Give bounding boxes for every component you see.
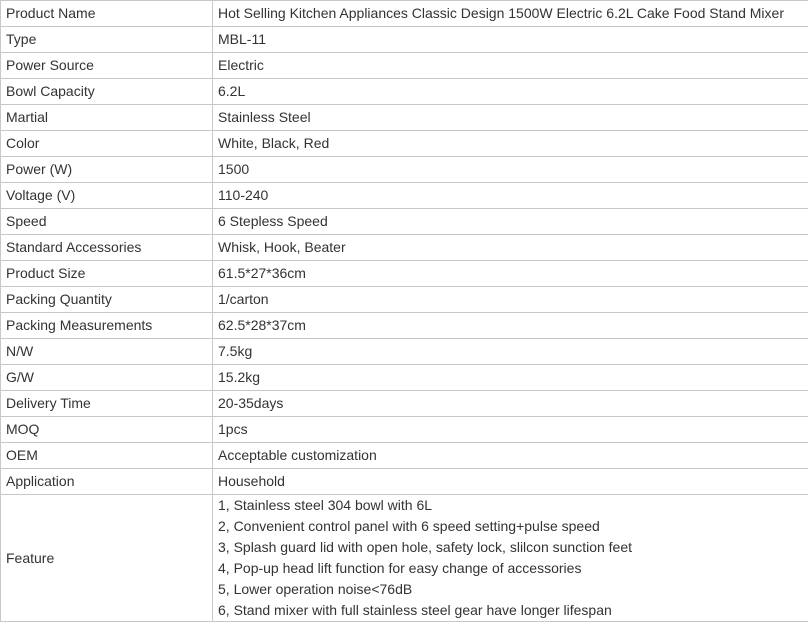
spec-label: Delivery Time: [1, 391, 213, 417]
spec-value: Electric: [213, 53, 808, 79]
spec-label: Application: [1, 469, 213, 495]
spec-label: Bowl Capacity: [1, 79, 213, 105]
table-row: [1, 313, 808, 339]
spec-value: 110-240: [213, 183, 808, 209]
feature-row: [1, 495, 808, 622]
table-row: [1, 417, 808, 443]
spec-label: Color: [1, 131, 213, 157]
spec-value: 6 Stepless Speed: [213, 209, 808, 235]
spec-value: Acceptable customization: [213, 443, 808, 469]
spec-value: 15.2kg: [213, 365, 808, 391]
spec-label: Type: [1, 27, 213, 53]
spec-label: N/W: [1, 339, 213, 365]
spec-label: Packing Measurements: [1, 313, 213, 339]
table-row: [1, 365, 808, 391]
spec-value: 1pcs: [213, 417, 808, 443]
table-row: [1, 53, 808, 79]
table-row: [1, 27, 808, 53]
spec-label: Standard Accessories: [1, 235, 213, 261]
table-row: [1, 183, 808, 209]
spec-label: OEM: [1, 443, 213, 469]
feature-line: 1, Stainless steel 304 bowl with 6L: [218, 497, 433, 513]
table-row: [1, 469, 808, 495]
feature-line: 3, Splash guard lid with open hole, safety lock, slilcon sunction feet: [218, 539, 633, 555]
spec-label: Product Size: [1, 261, 213, 287]
table-row: [1, 79, 808, 105]
spec-value: 61.5*27*36cm: [213, 261, 808, 287]
spec-label: G/W: [1, 365, 213, 391]
table-row: [1, 1, 808, 27]
table-row: [1, 235, 808, 261]
feature-list: [218, 495, 803, 621]
spec-value: Stainless Steel: [213, 105, 808, 131]
spec-value: Household: [213, 469, 808, 495]
spec-value: 62.5*28*37cm: [213, 313, 808, 339]
spec-value: White, Black, Red: [213, 131, 808, 157]
feature-value: [213, 495, 808, 622]
spec-value: 6.2L: [213, 79, 808, 105]
feature-line: 4, Pop-up head lift function for easy change of accessories: [218, 560, 582, 576]
table-row: [1, 443, 808, 469]
spec-value: 20-35days: [213, 391, 808, 417]
spec-label: Product Name: [1, 1, 213, 27]
table-row: [1, 261, 808, 287]
table-row: [1, 209, 808, 235]
spec-value: 7.5kg: [213, 339, 808, 365]
spec-label: Power (W): [1, 157, 213, 183]
feature-line: 5, Lower operation noise<76dB: [218, 581, 413, 597]
spec-label: Martial: [1, 105, 213, 131]
table-row: [1, 105, 808, 131]
table-row: [1, 339, 808, 365]
spec-label: Voltage (V): [1, 183, 213, 209]
table-row: [1, 287, 808, 313]
table-row: [1, 391, 808, 417]
spec-label: Power Source: [1, 53, 213, 79]
table-row: [1, 157, 808, 183]
spec-value: Whisk, Hook, Beater: [213, 235, 808, 261]
spec-label: Packing Quantity: [1, 287, 213, 313]
spec-value: Hot Selling Kitchen Appliances Classic Design 1500W Electric 6.2L Cake Food Stand Mixer: [213, 1, 808, 27]
spec-label: Speed: [1, 209, 213, 235]
spec-value: MBL-11: [213, 27, 808, 53]
feature-line: 6, Stand mixer with full stainless steel gear have longer lifespan: [218, 602, 612, 618]
table-row: [1, 131, 808, 157]
feature-label: Feature: [1, 495, 213, 622]
spec-value: 1/carton: [213, 287, 808, 313]
feature-line: 2, Convenient control panel with 6 speed setting+pulse speed: [218, 518, 600, 534]
spec-value: 1500: [213, 157, 808, 183]
spec-label: MOQ: [1, 417, 213, 443]
